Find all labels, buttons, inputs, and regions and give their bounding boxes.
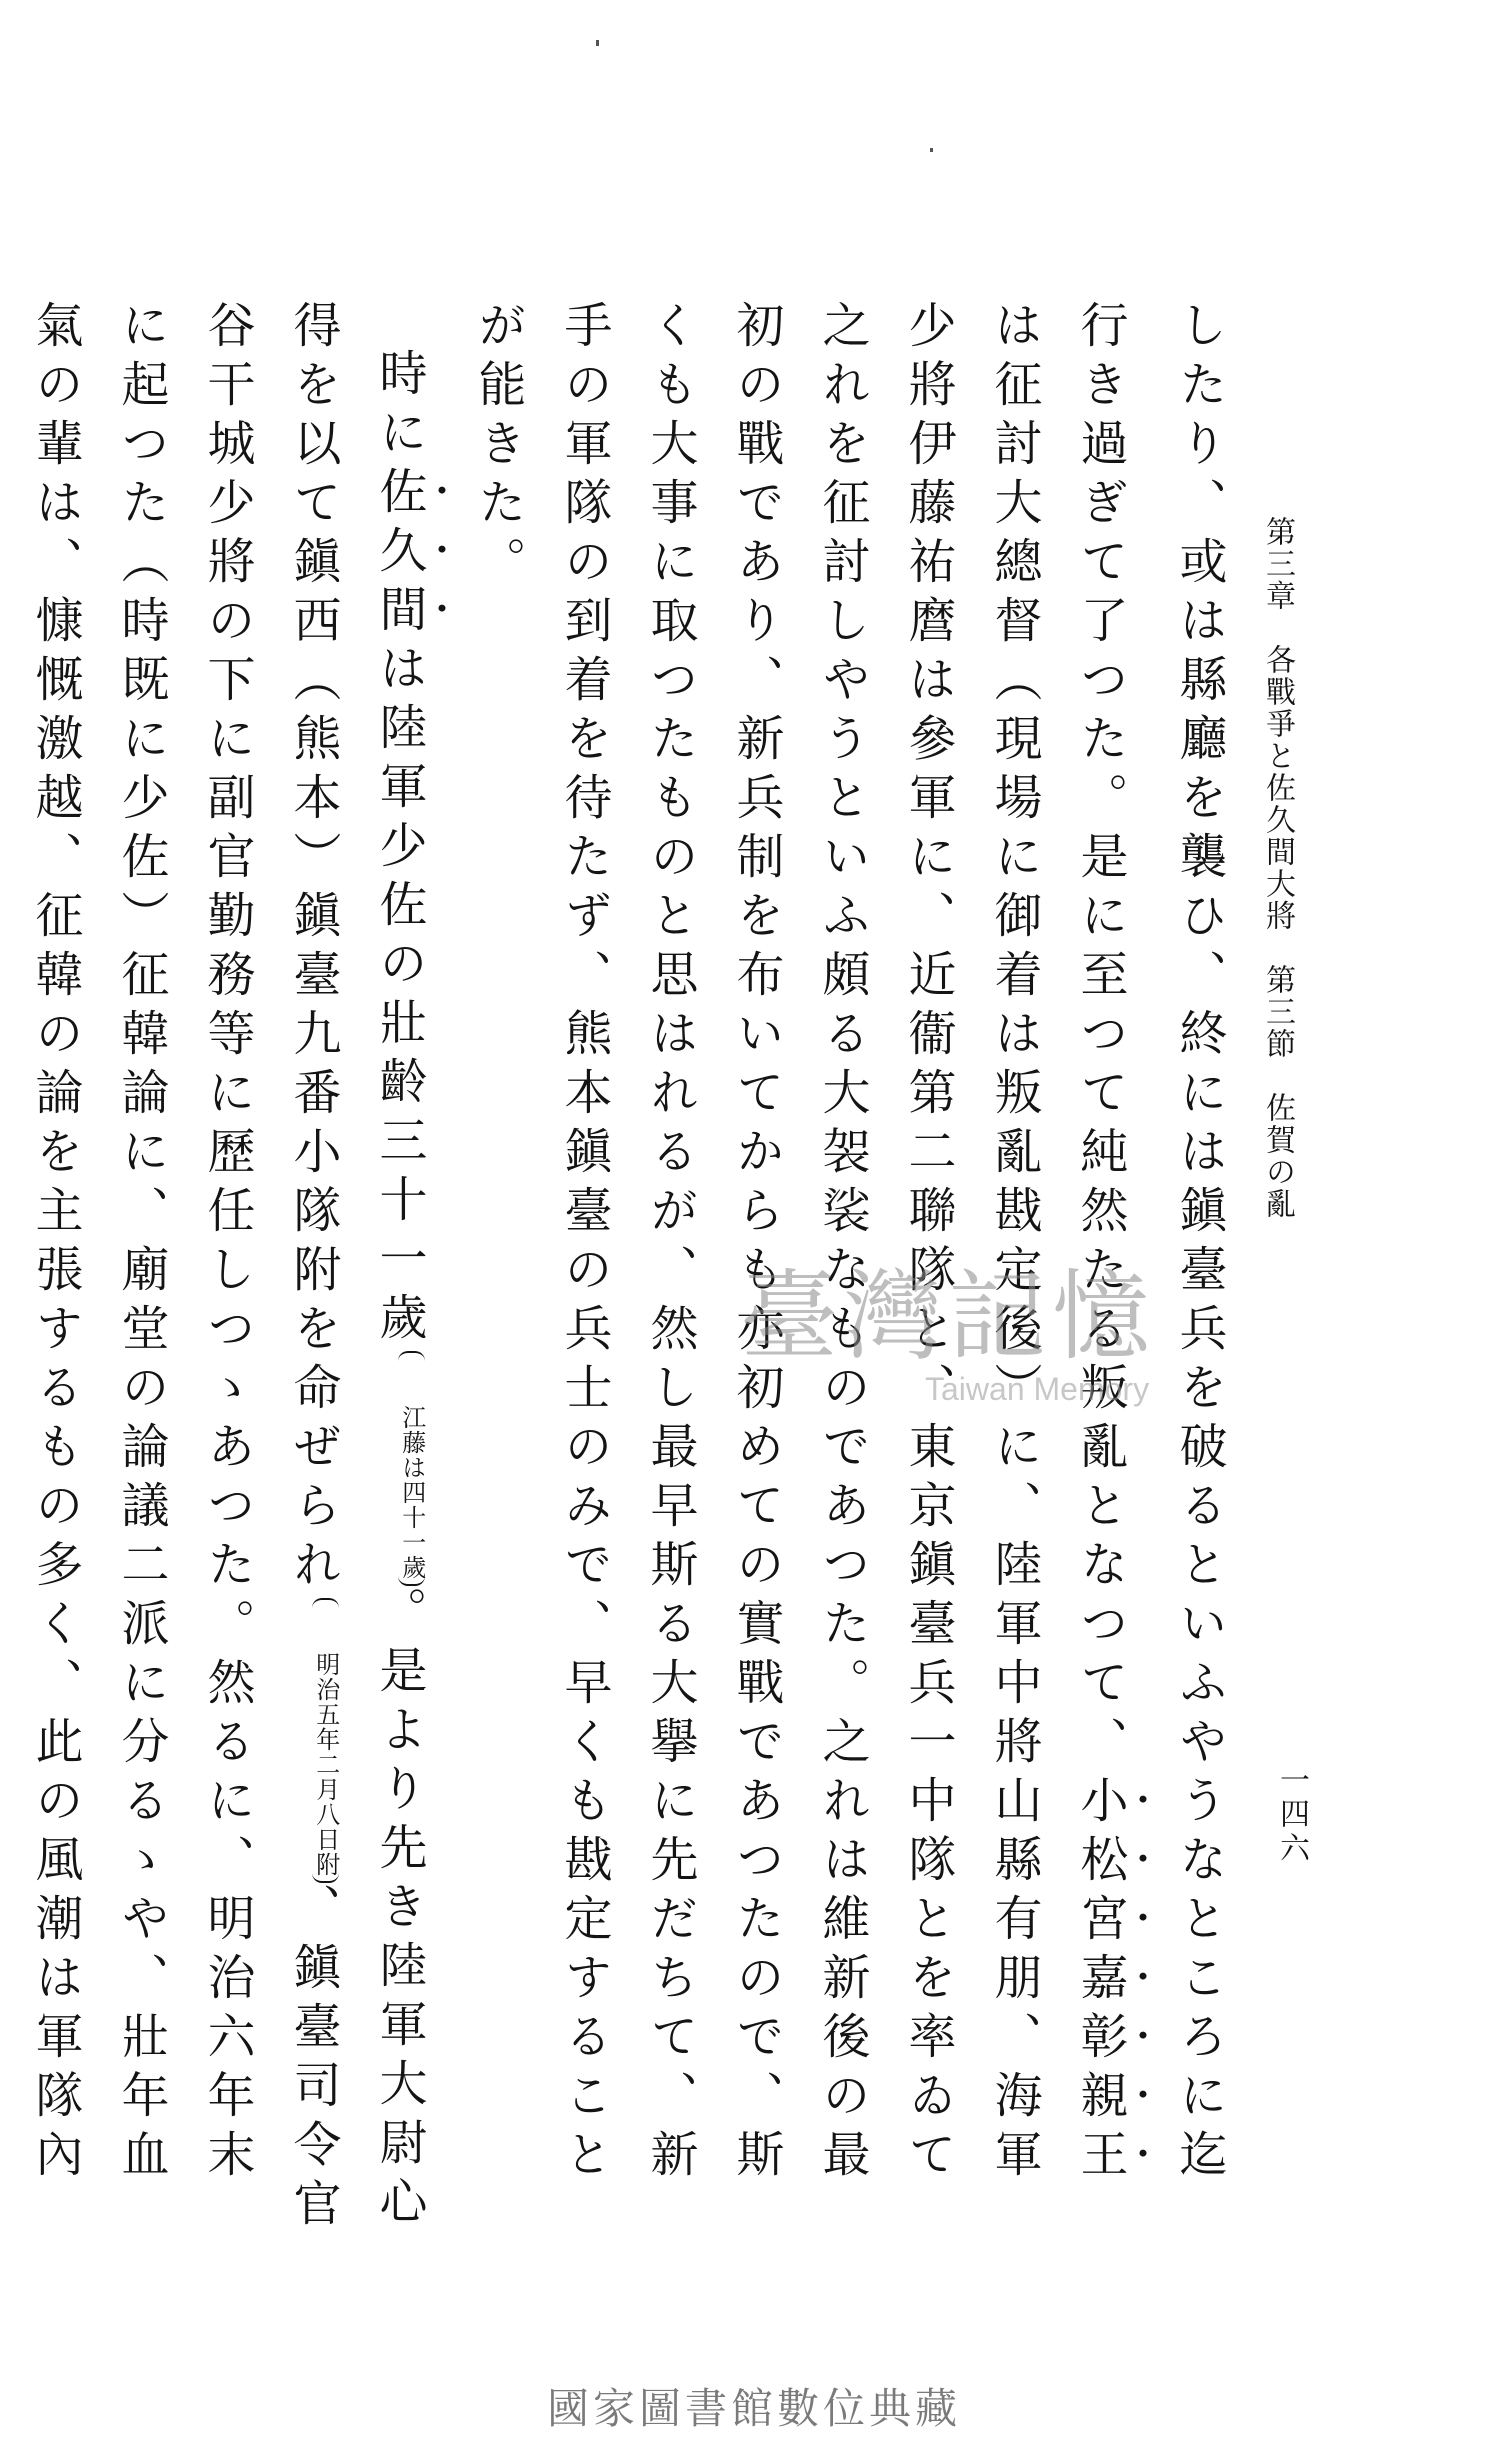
emphasized-name: 小松宮嘉彰親王 — [1072, 1775, 1128, 2188]
emphasized-name: 佐久間 — [371, 466, 427, 643]
watermark-logo — [740, 1250, 1260, 1410]
text-run: したり、或は縣廳を襲ひ、終には鎭臺兵を破るといふやうなところに迄行き過ぎて了つた。是に至つて純然たる叛亂となつて、 — [1072, 300, 1227, 2188]
text-run: 、鎭臺司令官谷干城少將の下に副官勤務等に歷任しつゝあつた。然るに、明治六年末に起つた（時既に少佐）征韓論に、廟堂の論議二派に分るゝや、壯年血氣の輩は、慷慨激越、征韓の論を主張するもの多く、此の風潮は軍隊內 — [27, 300, 341, 2237]
footer-label: 國家圖書館數位典藏 — [546, 2384, 961, 2433]
text-run: は陸軍少佐の壯齡三十一歲 — [371, 643, 427, 1351]
text-run: 。是より先き陸軍大尉心得を以て鎭西（熊本）鎭臺九番小隊附を命ぜられ — [285, 300, 427, 2235]
inline-note: 江藤は四十一歲 — [398, 1351, 424, 1586]
scan-speck — [930, 148, 933, 152]
inline-note: 明治五年二月八日附 — [312, 1598, 338, 1883]
text-run: は征討大總督（現場に御着は叛亂戡定後）に、陸軍中將山縣有朋、海軍少將伊藤祐麿は參軍に、近衞第二聯隊と、東京鎭臺兵一中隊とを率ゐて之れを征討しやうといふ頗る大袈裟なものであつた。之れは維新後の最初の戰であり、新兵制を布いてからも亦初めての實戰であつたので、斯くも大事に取つたものと思はれるが、然し最早斯る大擧に先だちて、新手の軍隊の到着を待たず、熊本鎭臺の兵士のみで、早くも戡定することが能きた。 — [470, 300, 1042, 2188]
scan-speck — [596, 40, 599, 46]
page-number: 一四六 — [1274, 1764, 1309, 1866]
paragraph — [0, 300, 455, 2240]
running-header-chapter: 第三章 各戰爭と佐久間大將 第三節 佐賀の亂 — [1260, 516, 1295, 1220]
watermark-title: 臺灣記憶 — [740, 1260, 1157, 1374]
text-run: 時に — [371, 348, 427, 466]
watermark-subtitle: Taiwan Memory — [925, 1371, 1150, 1407]
